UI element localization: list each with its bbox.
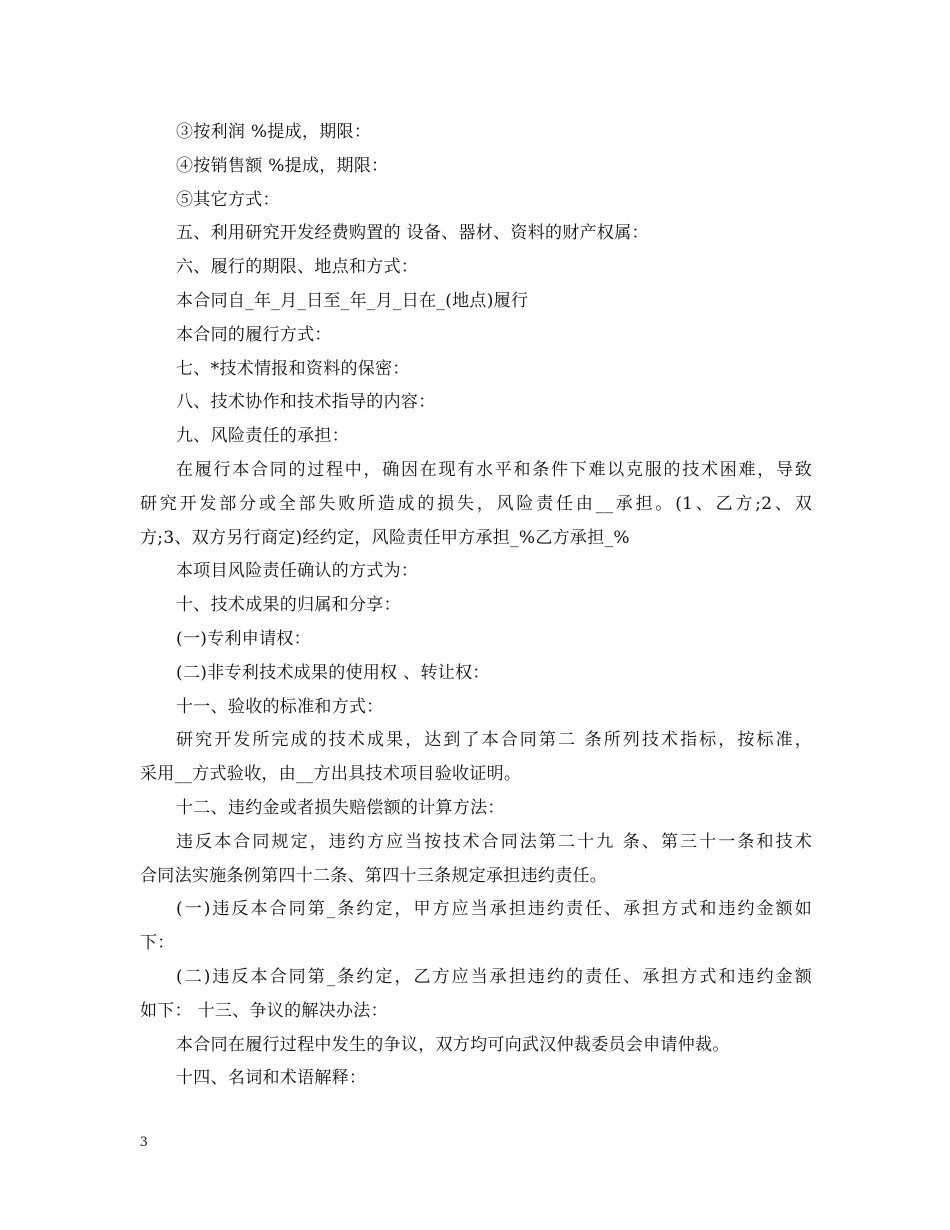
text-line: 本合同的履行方式： (176, 324, 332, 345)
text-line: 八、技术协作和技术指导的内容： (176, 392, 436, 413)
text-line: ③按利润 %提成，期限： (176, 122, 372, 142)
text-line: (一)专利申请权： (176, 628, 311, 649)
text-line: 五、利用研究开发经费购置的 设备、器材、资料的财产权属： (176, 223, 649, 244)
text-line: 本项目风险责任确认的方式为： (176, 561, 419, 582)
text-line: 九、风险责任的承担： (176, 426, 349, 447)
text-line: 十二、违约金或者损失赔偿额的计算方法： (176, 797, 505, 818)
text-line: 方;3、双方另行商定)经约定，风险责任甲方承担_%乙方承担_% (140, 527, 630, 548)
text-line: 违反本合同规定，违约方应当按技术合同法第二十九 条、第三十一条和技术 (176, 831, 812, 852)
text-line: 在履行本合同的过程中，确因在现有水平和条件下难以克服的技术困难，导致 (176, 459, 812, 480)
text-line: 十四、名词和术语解释： (176, 1068, 367, 1089)
text-line: (二)非专利技术成果的使用权 、转让权： (176, 662, 490, 683)
text-line: 本合同在履行过程中发生的争议，双方均可向武汉仲裁委员会申请仲裁。 (176, 1034, 730, 1055)
text-line: 十、技术成果的归属和分享： (176, 595, 401, 616)
text-line: 六、履行的期限、地点和方式： (176, 257, 419, 278)
text-line: 采用__方式验收，由__方出具技术项目验收证明。 (140, 764, 522, 785)
text-line: ⑤其它方式： (176, 189, 280, 210)
document-body (140, 116, 812, 1096)
text-line: 七、*技术情报和资料的保密： (176, 358, 410, 379)
text-line: 研究开发所完成的技术成果，达到了本合同第二 条所列技术指标，按标准， (176, 730, 812, 751)
text-line: (一)违反本合同第_条约定，甲方应当承担违约责任、承担方式和违约金额如 (176, 899, 812, 920)
text-line: ④按销售额 %提成，期限： (176, 155, 389, 176)
text-line: 合同法实施条例第四十二条、第四十三条规定承担违约责任。 (140, 865, 608, 886)
text-line: 十一、验收的标准和方式： (176, 696, 384, 717)
text-line: 研究开发部分或全部失败所造成的损失，风险责任由__承担。(1、乙方;2、双 (140, 493, 812, 514)
page-number: 3 (140, 1134, 148, 1150)
text-line: 下： (140, 933, 175, 954)
text-line: (二)违反本合同第_条约定，乙方应当承担违约的责任、承担方式和违约金额 (176, 966, 812, 987)
text-line: 本合同自_年_月_日至_年_月_日在_(地点)履行 (176, 290, 529, 311)
text-line: 如下： 十三、争议的解决办法： (140, 1000, 388, 1021)
